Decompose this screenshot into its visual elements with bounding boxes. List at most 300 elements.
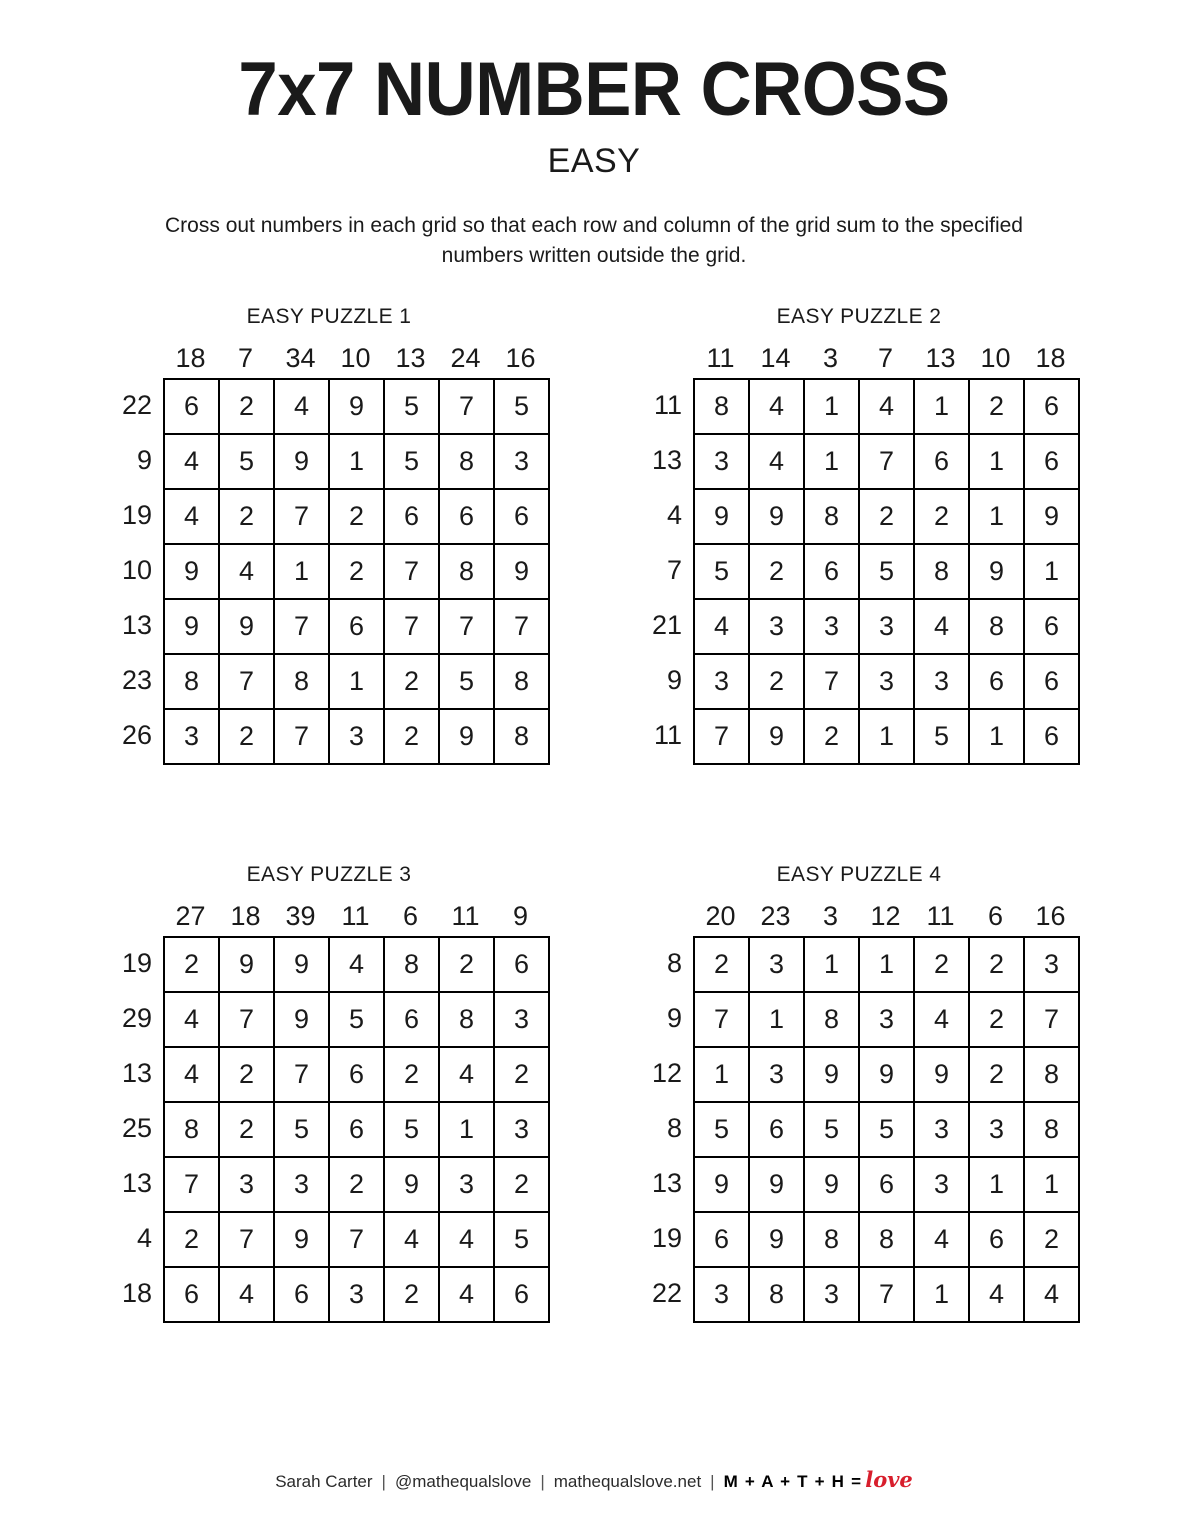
grid-cell[interactable]: 1 [439, 1102, 494, 1157]
grid-row [164, 937, 549, 992]
grid-cell[interactable]: 1 [1024, 1157, 1079, 1212]
grid-cell[interactable]: 8 [749, 1267, 804, 1322]
grid-cell[interactable]: 8 [804, 489, 859, 544]
grid-cell[interactable]: 9 [749, 489, 804, 544]
row-sum-7: 11 [653, 719, 682, 750]
grid-cell[interactable]: 3 [329, 1267, 384, 1322]
grid-cell[interactable]: 6 [969, 654, 1024, 709]
grid-wrapper [108, 378, 550, 765]
grid-cell[interactable]: 3 [749, 599, 804, 654]
grid-cell[interactable]: 9 [274, 992, 329, 1047]
column-sums [163, 900, 550, 931]
grid-cell[interactable]: 6 [494, 937, 549, 992]
grid-cell[interactable]: 1 [969, 1157, 1024, 1212]
grid-cell[interactable]: 8 [694, 379, 749, 434]
grid-cell[interactable]: 9 [494, 544, 549, 599]
grid-cell[interactable]: 9 [694, 489, 749, 544]
grid-cell[interactable]: 9 [219, 937, 274, 992]
row-sum-6: 23 [121, 664, 152, 695]
grid-cell[interactable]: 7 [384, 599, 439, 654]
grid-cell[interactable]: 8 [494, 709, 549, 764]
grid-row [694, 434, 1079, 489]
column-sum-4: 10 [340, 342, 371, 373]
column-sum-7: 16 [505, 342, 536, 373]
row-sum-3: 19 [121, 499, 152, 530]
grid-row [694, 709, 1079, 764]
instructions-text: Cross out numbers in each grid so that each row and column of the grid sum to the specified numbers written outside the grid. [165, 214, 1023, 267]
grid-cell[interactable]: 2 [749, 544, 804, 599]
grid-row [694, 489, 1079, 544]
grid-cell[interactable]: 5 [494, 379, 549, 434]
puzzle-row-bottom [0, 863, 1188, 1323]
column-sums [693, 900, 1080, 931]
grid-cell[interactable]: 3 [1024, 937, 1079, 992]
grid-cell[interactable]: 2 [384, 1047, 439, 1102]
row-sums [108, 936, 163, 1323]
grid-cell[interactable]: 1 [969, 434, 1024, 489]
grid-cell[interactable]: 7 [219, 1212, 274, 1267]
grid-cell[interactable]: 3 [694, 654, 749, 709]
grid-cell[interactable]: 3 [494, 434, 549, 489]
row-sum-1: 19 [121, 947, 152, 978]
grid-cell[interactable]: 7 [219, 654, 274, 709]
grid-cell[interactable]: 6 [694, 1212, 749, 1267]
row-sum-5: 13 [121, 609, 152, 640]
grid-cell[interactable]: 9 [694, 1157, 749, 1212]
grid-cell[interactable]: 8 [969, 599, 1024, 654]
grid-row [164, 599, 549, 654]
grid-cell[interactable]: 8 [804, 992, 859, 1047]
grid-wrapper [108, 936, 550, 1323]
puzzle-title: EASY PUZZLE 1 [246, 304, 412, 328]
grid-cell[interactable]: 3 [749, 937, 804, 992]
grid-cell[interactable]: 7 [694, 709, 749, 764]
grid-cell[interactable]: 1 [969, 489, 1024, 544]
grid-cell[interactable]: 8 [274, 654, 329, 709]
grid-cell[interactable]: 4 [219, 544, 274, 599]
grid-cell[interactable]: 3 [694, 434, 749, 489]
grid-cell[interactable]: 8 [164, 654, 219, 709]
grid-row [164, 379, 549, 434]
page-footer [0, 1467, 1188, 1492]
grid-cell[interactable]: 3 [804, 599, 859, 654]
grid-cell[interactable]: 2 [384, 654, 439, 709]
grid-cell[interactable]: 9 [384, 1157, 439, 1212]
grid-cell[interactable]: 2 [969, 937, 1024, 992]
row-sum-4: 7 [666, 554, 682, 585]
grid-cell[interactable]: 9 [749, 709, 804, 764]
column-sum-6: 10 [980, 342, 1011, 373]
grid-cell[interactable]: 6 [969, 1212, 1024, 1267]
grid-cell[interactable]: 2 [329, 489, 384, 544]
grid-cell[interactable]: 9 [164, 544, 219, 599]
grid-cell[interactable]: 6 [329, 599, 384, 654]
grid-cell[interactable]: 2 [1024, 1212, 1079, 1267]
grid-cell[interactable]: 2 [164, 937, 219, 992]
grid-cell[interactable]: 6 [439, 489, 494, 544]
grid-cell[interactable]: 9 [749, 1157, 804, 1212]
grid-cell[interactable]: 1 [329, 654, 384, 709]
row-sum-2: 9 [136, 444, 152, 475]
column-sum-1: 11 [706, 342, 735, 373]
grid-cell[interactable]: 1 [859, 709, 914, 764]
grid-cell[interactable]: 9 [274, 1212, 329, 1267]
grid-cell[interactable]: 2 [859, 489, 914, 544]
grid-row [164, 992, 549, 1047]
puzzle-title: EASY PUZZLE 3 [246, 862, 412, 886]
grid-cell[interactable]: 1 [804, 937, 859, 992]
grid-cell[interactable]: 2 [384, 709, 439, 764]
column-sum-6: 11 [451, 900, 480, 931]
puzzle-2 [638, 305, 1080, 765]
grid-cell[interactable]: 1 [859, 937, 914, 992]
row-sum-6: 19 [651, 1222, 682, 1253]
row-sum-6: 4 [136, 1222, 152, 1253]
grid-cell[interactable]: 9 [804, 1047, 859, 1102]
grid-cell[interactable]: 2 [384, 1267, 439, 1322]
column-sum-3: 34 [285, 342, 316, 373]
grid-cell[interactable]: 8 [164, 1102, 219, 1157]
grid-cell[interactable]: 4 [914, 992, 969, 1047]
number-grid [693, 378, 1080, 765]
grid-cell[interactable]: 9 [1024, 489, 1079, 544]
grid-cell[interactable]: 8 [439, 544, 494, 599]
grid-cell[interactable]: 3 [969, 1102, 1024, 1157]
grid-cell[interactable]: 6 [384, 489, 439, 544]
grid-cell[interactable]: 6 [859, 1157, 914, 1212]
column-sum-2: 23 [760, 900, 791, 931]
grid-row [164, 1047, 549, 1102]
row-sum-6: 9 [666, 664, 682, 695]
column-sum-7: 16 [1035, 900, 1066, 931]
puzzle-body [638, 900, 1080, 1323]
grid-cell[interactable]: 4 [384, 1212, 439, 1267]
grid-cell[interactable]: 4 [859, 379, 914, 434]
footer-separator-3: | [710, 1472, 715, 1491]
grid-cell[interactable]: 4 [164, 434, 219, 489]
brand-logo-text: M + A + T + H = [723, 1472, 863, 1491]
grid-cell[interactable]: 6 [914, 434, 969, 489]
grid-cell[interactable]: 9 [859, 1047, 914, 1102]
number-grid [163, 936, 550, 1323]
grid-cell[interactable]: 5 [694, 544, 749, 599]
grid-cell[interactable]: 7 [164, 1157, 219, 1212]
grid-cell[interactable]: 9 [969, 544, 1024, 599]
grid-cell[interactable]: 6 [329, 1047, 384, 1102]
row-sum-5: 21 [651, 609, 682, 640]
grid-cell[interactable]: 7 [804, 654, 859, 709]
grid-cell[interactable]: 4 [439, 1047, 494, 1102]
grid-cell[interactable]: 4 [164, 489, 219, 544]
grid-cell[interactable]: 3 [439, 1157, 494, 1212]
grid-cell[interactable]: 3 [859, 992, 914, 1047]
column-sum-2: 7 [237, 342, 254, 373]
footer-separator-1: | [381, 1472, 386, 1491]
grid-cell[interactable]: 1 [804, 434, 859, 489]
grid-cell[interactable]: 3 [914, 1102, 969, 1157]
row-sum-3: 12 [651, 1057, 682, 1088]
grid-cell[interactable]: 6 [1024, 709, 1079, 764]
footer-author: Sarah Carter [275, 1472, 373, 1491]
grid-cell[interactable]: 4 [164, 992, 219, 1047]
grid-cell[interactable]: 5 [914, 709, 969, 764]
grid-cell[interactable]: 1 [804, 379, 859, 434]
column-sum-3: 3 [822, 900, 839, 931]
grid-cell[interactable]: 3 [859, 599, 914, 654]
grid-cell[interactable]: 9 [439, 709, 494, 764]
grid-cell[interactable]: 3 [274, 1157, 329, 1212]
grid-row [164, 434, 549, 489]
column-sum-1: 18 [175, 342, 206, 373]
grid-cell[interactable]: 8 [804, 1212, 859, 1267]
grid-cell[interactable]: 3 [859, 654, 914, 709]
grid-cell[interactable]: 1 [914, 379, 969, 434]
grid-row [694, 1047, 1079, 1102]
grid-cell[interactable]: 1 [1024, 544, 1079, 599]
grid-cell[interactable]: 3 [494, 1102, 549, 1157]
grid-row [164, 1267, 549, 1322]
grid-cell[interactable]: 2 [914, 937, 969, 992]
puzzle-body [108, 342, 550, 765]
grid-cell[interactable]: 3 [494, 992, 549, 1047]
grid-cell[interactable]: 1 [749, 992, 804, 1047]
grid-cell[interactable]: 7 [859, 434, 914, 489]
grid-cell[interactable]: 8 [859, 1212, 914, 1267]
grid-cell[interactable]: 5 [494, 1212, 549, 1267]
grid-cell[interactable]: 2 [219, 1102, 274, 1157]
grid-cell[interactable]: 5 [329, 992, 384, 1047]
grid-cell[interactable]: 9 [329, 379, 384, 434]
footer-handle: @mathequalslove [394, 1472, 532, 1491]
column-sum-3: 39 [285, 900, 316, 931]
grid-cell[interactable]: 4 [749, 434, 804, 489]
grid-wrapper [638, 378, 1080, 765]
grid-row [164, 544, 549, 599]
grid-cell[interactable]: 5 [219, 434, 274, 489]
column-sum-3: 3 [822, 342, 839, 373]
grid-cell[interactable]: 5 [274, 1102, 329, 1157]
grid-cell[interactable]: 8 [384, 937, 439, 992]
puzzle-body [108, 900, 550, 1323]
column-sum-4: 12 [870, 900, 901, 931]
row-sum-7: 26 [121, 719, 152, 750]
row-sums [638, 936, 693, 1323]
grid-cell[interactable]: 5 [859, 544, 914, 599]
column-sum-4: 11 [341, 900, 370, 931]
row-sum-2: 13 [651, 444, 682, 475]
row-sum-7: 18 [121, 1277, 152, 1308]
grid-cell[interactable]: 7 [274, 599, 329, 654]
grid-cell[interactable]: 7 [694, 992, 749, 1047]
grid-cell[interactable]: 7 [274, 489, 329, 544]
grid-cell[interactable]: 2 [804, 709, 859, 764]
grid-cell[interactable]: 6 [329, 1102, 384, 1157]
grid-row [694, 544, 1079, 599]
grid-cell[interactable]: 9 [749, 1212, 804, 1267]
puzzle-body [638, 342, 1080, 765]
column-sum-1: 20 [705, 900, 736, 931]
grid-cell[interactable]: 1 [274, 544, 329, 599]
grid-cell[interactable]: 5 [694, 1102, 749, 1157]
puzzle-1 [108, 305, 550, 765]
grid-cell[interactable]: 3 [749, 1047, 804, 1102]
grid-cell[interactable]: 1 [694, 1047, 749, 1102]
grid-cell[interactable]: 6 [274, 1267, 329, 1322]
grid-cell[interactable]: 7 [859, 1267, 914, 1322]
grid-cell[interactable]: 1 [969, 709, 1024, 764]
grid-cell[interactable]: 2 [439, 937, 494, 992]
row-sum-3: 4 [666, 499, 682, 530]
grid-row [164, 709, 549, 764]
grid-cell[interactable]: 3 [219, 1157, 274, 1212]
grid-cell[interactable]: 2 [219, 1047, 274, 1102]
grid-cell[interactable]: 4 [274, 379, 329, 434]
grid-cell[interactable]: 6 [494, 1267, 549, 1322]
grid-cell[interactable]: 8 [439, 992, 494, 1047]
grid-cell[interactable]: 6 [1024, 599, 1079, 654]
grid-cell[interactable]: 2 [164, 1212, 219, 1267]
grid-cell[interactable]: 4 [694, 599, 749, 654]
row-sum-5: 13 [121, 1167, 152, 1198]
grid-cell[interactable]: 3 [914, 654, 969, 709]
grid-cell[interactable]: 4 [219, 1267, 274, 1322]
grid-cell[interactable]: 8 [494, 654, 549, 709]
grid-cell[interactable]: 6 [494, 489, 549, 544]
grid-cell[interactable]: 6 [1024, 434, 1079, 489]
grid-cell[interactable]: 3 [329, 709, 384, 764]
brand-logo-love: love [865, 1467, 913, 1492]
grid-cell[interactable]: 2 [749, 654, 804, 709]
grid-cell[interactable]: 4 [1024, 1267, 1079, 1322]
grid-cell[interactable]: 6 [1024, 379, 1079, 434]
grid-cell[interactable]: 9 [164, 599, 219, 654]
row-sum-7: 22 [651, 1277, 682, 1308]
difficulty-subtitle: EASY [547, 142, 641, 180]
grid-cell[interactable]: 2 [969, 379, 1024, 434]
grid-cell[interactable]: 3 [914, 1157, 969, 1212]
grid-cell[interactable]: 8 [1024, 1102, 1079, 1157]
grid-cell[interactable]: 5 [859, 1102, 914, 1157]
row-sum-5: 13 [651, 1167, 682, 1198]
grid-cell[interactable]: 9 [219, 599, 274, 654]
grid-cell[interactable]: 6 [164, 379, 219, 434]
grid-cell[interactable]: 2 [219, 709, 274, 764]
column-sum-5: 13 [925, 342, 956, 373]
grid-cell[interactable]: 6 [384, 992, 439, 1047]
grid-cell[interactable]: 4 [914, 1212, 969, 1267]
grid-cell[interactable]: 4 [329, 937, 384, 992]
grid-row [694, 379, 1079, 434]
grid-cell[interactable]: 9 [274, 434, 329, 489]
row-sum-4: 25 [121, 1112, 152, 1143]
grid-cell[interactable]: 9 [914, 1047, 969, 1102]
grid-row [694, 937, 1079, 992]
grid-wrapper [638, 936, 1080, 1323]
grid-cell[interactable]: 7 [494, 599, 549, 654]
grid-cell[interactable]: 7 [384, 544, 439, 599]
column-sum-7: 18 [1035, 342, 1066, 373]
row-sum-2: 9 [666, 1002, 682, 1033]
grid-cell[interactable]: 7 [329, 1212, 384, 1267]
grid-cell[interactable]: 2 [694, 937, 749, 992]
grid-cell[interactable]: 7 [274, 709, 329, 764]
column-sums [693, 342, 1080, 373]
row-sum-1: 11 [653, 389, 682, 420]
grid-row [694, 992, 1079, 1047]
grid-cell[interactable]: 3 [164, 709, 219, 764]
grid-cell[interactable]: 2 [219, 379, 274, 434]
grid-cell[interactable]: 2 [969, 1047, 1024, 1102]
grid-cell[interactable]: 5 [384, 434, 439, 489]
grid-cell[interactable]: 2 [329, 1157, 384, 1212]
footer-website[interactable]: mathequalslove.net [553, 1472, 702, 1491]
grid-cell[interactable]: 4 [439, 1267, 494, 1322]
grid-cell[interactable]: 2 [494, 1157, 549, 1212]
puzzle-title: EASY PUZZLE 2 [776, 304, 942, 328]
grid-cell[interactable]: 1 [329, 434, 384, 489]
row-sum-3: 13 [121, 1057, 152, 1088]
column-sum-4: 7 [877, 342, 894, 373]
grid-cell[interactable]: 5 [384, 379, 439, 434]
page-title: 7x7 NUMBER CROSS [238, 47, 950, 132]
grid-cell[interactable]: 8 [439, 434, 494, 489]
number-grid [693, 936, 1080, 1323]
page-header [0, 0, 1188, 271]
grid-cell[interactable]: 8 [914, 544, 969, 599]
grid-cell[interactable]: 7 [439, 379, 494, 434]
grid-cell[interactable]: 6 [749, 1102, 804, 1157]
number-grid [163, 378, 550, 765]
grid-cell[interactable]: 4 [164, 1047, 219, 1102]
grid-cell[interactable]: 9 [274, 937, 329, 992]
grid-cell[interactable]: 2 [494, 1047, 549, 1102]
grid-cell[interactable]: 4 [969, 1267, 1024, 1322]
grid-cell[interactable]: 2 [329, 544, 384, 599]
grid-cell[interactable]: 2 [969, 992, 1024, 1047]
grid-row [164, 1157, 549, 1212]
grid-cell[interactable]: 2 [219, 489, 274, 544]
grid-cell[interactable]: 5 [384, 1102, 439, 1157]
row-sums [108, 378, 163, 765]
grid-cell[interactable]: 4 [439, 1212, 494, 1267]
grid-cell[interactable]: 3 [694, 1267, 749, 1322]
grid-cell[interactable]: 7 [219, 992, 274, 1047]
grid-cell[interactable]: 7 [1024, 992, 1079, 1047]
grid-cell[interactable]: 3 [804, 1267, 859, 1322]
grid-cell[interactable]: 6 [804, 544, 859, 599]
grid-cell[interactable]: 6 [1024, 654, 1079, 709]
grid-cell[interactable]: 5 [439, 654, 494, 709]
column-sum-6: 6 [987, 900, 1004, 931]
row-sums [638, 378, 693, 765]
grid-cell[interactable]: 7 [274, 1047, 329, 1102]
grid-cell[interactable]: 4 [749, 379, 804, 434]
grid-row [694, 1267, 1079, 1322]
grid-cell[interactable]: 8 [1024, 1047, 1079, 1102]
grid-cell[interactable]: 2 [914, 489, 969, 544]
grid-cell[interactable]: 9 [804, 1157, 859, 1212]
column-sum-7: 9 [512, 900, 529, 931]
grid-cell[interactable]: 1 [914, 1267, 969, 1322]
grid-cell[interactable]: 5 [804, 1102, 859, 1157]
row-sum-1: 8 [666, 947, 682, 978]
column-sum-5: 11 [926, 900, 955, 931]
grid-cell[interactable]: 4 [914, 599, 969, 654]
row-sum-4: 10 [121, 554, 152, 585]
column-sum-1: 27 [175, 900, 206, 931]
grid-cell[interactable]: 7 [439, 599, 494, 654]
grid-cell[interactable]: 6 [164, 1267, 219, 1322]
